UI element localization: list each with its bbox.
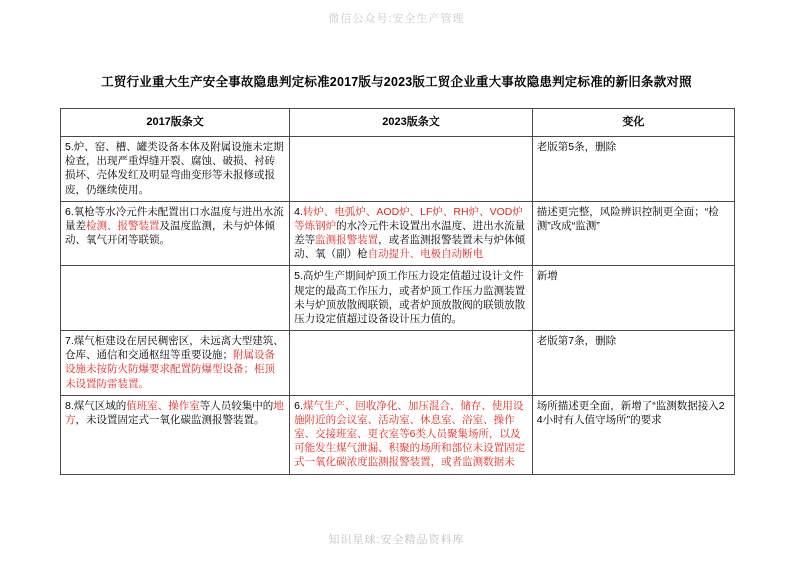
cell-old	[61, 395, 290, 474]
column-header-old: 2017版条文	[61, 109, 290, 137]
cell-new	[290, 137, 533, 202]
new-clause-text: 4.转炉、电弧炉、AOD炉、LF炉、RH炉、VOD炉等炼钢炉的水冷元件未设置出水温度、进出水流量差等监测报警装置，或者监测报警装置未与炉体倾动、氧（副）枪自动提升、电极自动断电	[294, 205, 526, 261]
watermark-top: 微信公众号:安全生产管理	[328, 13, 465, 25]
cell-new	[290, 201, 533, 266]
column-header-change: 变化	[532, 109, 734, 137]
cell-old	[61, 266, 290, 331]
cell-change	[532, 201, 734, 266]
cell-old	[61, 137, 290, 202]
old-clause-text: 6.氧枪等水冷元件未配置出口水温度与进出水流量差检测、报警装置及温度监测，未与炉体倾动、氧气开闭等联锁。	[65, 205, 284, 247]
cell-old	[61, 201, 290, 266]
table-row	[61, 137, 735, 202]
old-clause-text: 8.煤气区域的值班室、操作室等人员较集中的地方，未设置固定式一氧化碳监测报警装置。	[65, 399, 284, 426]
change-note-text: 描述更完整，风险辨识控制更全面；“检测”改成“监测”	[536, 205, 719, 232]
watermark-bottom: 知识星球:安全精品资料库	[328, 534, 465, 546]
change-note-text: 场所描述更全面，新增了“监测数据接入24小时有人值守场所”的要求	[536, 399, 725, 426]
comparison-table-wrapper	[60, 108, 735, 475]
new-clause-text: 6.煤气生产、回收净化、加压混合、储存、使用设施附近的会议室、活动室、休息室、浴室、操作室、交接班室、更衣室等6类人员聚集场所，以及可能发生煤气泄漏、积聚的场所和部位未设置固定式一氧化碳浓度监测报警装置，或者监测数据未	[294, 399, 526, 469]
cell-change	[532, 266, 734, 331]
column-header-new: 2023版条文	[290, 109, 533, 137]
cell-change	[532, 137, 734, 202]
table-header-row	[61, 109, 735, 137]
table-row	[61, 395, 735, 474]
change-note-text: 老版第7条，删除	[536, 335, 617, 348]
table-row	[61, 201, 735, 266]
table-row	[61, 266, 735, 331]
change-note-text: 新增	[536, 270, 558, 283]
table-row	[61, 331, 735, 396]
cell-new	[290, 395, 533, 474]
cell-change	[532, 395, 734, 474]
cell-change	[532, 331, 734, 396]
cell-old	[61, 331, 290, 396]
new-clause-text: 5.高炉生产期间炉顶工作压力设定值超过设计文件规定的最高工作压力，或者炉顶工作压力监测装置未与炉顶放散阀联锁，或者炉顶放散阀的联锁放散压力设定值超过设备设计压力值的。	[294, 270, 526, 325]
cell-new	[290, 331, 533, 396]
old-clause-text: 5.炉、窑、槽、罐类设备本体及附属设施未定期检查，出现严重焊缝开裂、腐蚀、破损、衬砖损坏、壳体发红及明显弯曲变形等未报修或报废，仍继续使用。	[65, 141, 284, 196]
cell-new	[290, 266, 533, 331]
comparison-table	[60, 108, 735, 475]
table-body	[61, 137, 735, 475]
page-title: 工贸行业重大生产安全事故隐患判定标准2017版与2023版工贸企业重大事故隐患判定标准的新旧条款对照	[101, 75, 692, 89]
change-note-text: 老版第5条，删除	[536, 141, 617, 153]
old-clause-text: 7.煤气柜建设在居民稠密区，未远离大型建筑、仓库、通信和交通枢纽等重要设施；附属设备设施未按防火防爆要求配置防爆型设备；柜顶未设置防雷装置。	[65, 335, 284, 390]
